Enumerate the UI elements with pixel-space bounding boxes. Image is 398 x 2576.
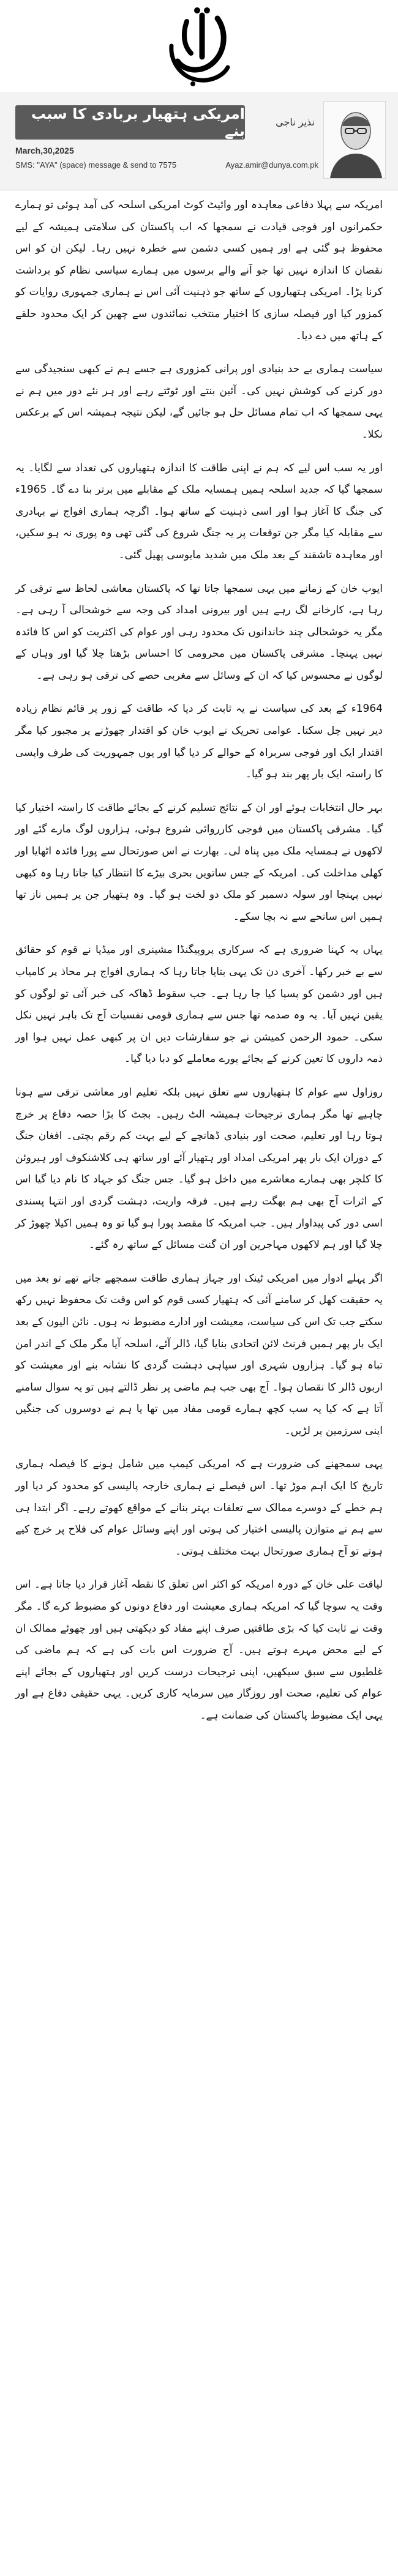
- article-paragraph: اور یہ سب اس لیے کہ ہم نے اپنی طاقت کا اندازہ ہتھیاروں کی تعداد سے لگایا۔ یہ سمجھا گیا کہ جدید اسلحہ ہمیں ہمسایہ ملک کے مقابلے میں برتر بنا دے گا۔ 1965ء کی جنگ کا آغاز ہوا اور اسی ذہنیت کے ساتھ ہوا۔ اگرچہ ہماری افواج نے بہادری سے مقابلہ کیا مگر جن توقعات پر یہ جنگ شروع کی گئی تھی وہ پوری نہ ہو سکیں، اور معاہدہ تاشقند کے بعد ملک میں شدید مایوسی پھیل گئی۔: [15, 461, 383, 561]
- article-paragraph: لیاقت علی خان کے دورہ امریکہ کو اکثر اس تعلق کا نقطہ آغاز قرار دیا جاتا ہے۔ اس وقت یہ سوچا گیا کہ امریکہ ہماری معیشت اور دفاع دونوں کو مضبوط کرے گا۔ مگر وقت نے ثابت کیا کہ بڑی طاقتیں صرف اپنے مفاد کو دیکھتی ہیں اور چھوٹے ممالک ان کے لیے محض مہرے ہوتے ہیں۔ آج ضرورت اس بات کی ہے کہ ہم ماضی کی غلطیوں سے سبق سیکھیں، اپنی ترجیحات درست کریں اور ہتھیاروں کے بجائے اپنے عوام کی تعلیم، صحت اور روزگار میں سرمایہ کاری کریں۔ یہی حقیقی دفاع ہے اور یہی ایک مضبوط پاکستان کی ضمانت ہے۔: [15, 1578, 383, 1722]
- sms-info: SMS: "AYA" (space) message & send to 7575: [15, 160, 177, 170]
- author-portrait-icon: [324, 102, 385, 178]
- article-paragraph: ایوب خان کے زمانے میں یہی سمجھا جاتا تھا کہ پاکستان معاشی لحاظ سے ترقی کر رہا ہے، کارخانے لگ رہے ہیں اور بیرونی امداد کی وجہ سے خوشحالی آ رہی ہے۔ مگر یہ خوشحالی چند خاندانوں تک محدود رہی اور عوام کی اکثریت کو اس کا فائدہ نہیں پہنچا۔ مشرقی پاکستان میں محرومی کا احساس بڑھتا چلا گیا اور وہاں کے لوگوں نے محسوس کیا کہ ان کے وسائل سے مغربی حصے کی ترقی ہو رہی ہے۔: [15, 582, 383, 682]
- author-name: نذیر ناجی: [276, 116, 315, 128]
- newspaper-logo: [153, 0, 245, 92]
- author-photo: [323, 101, 386, 179]
- article-paragraph: یہاں یہ کہنا ضروری ہے کہ سرکاری پروپیگنڈا مشینری اور میڈیا نے قوم کو حقائق سے بے خبر رکھا۔ آخری دن تک یہی بتایا جاتا رہا کہ ہماری افواج ہر محاذ پر کامیاب ہیں اور دشمن کو پسپا کیا جا رہا ہے۔ جب سقوط ڈھاکہ کی خبر آئی تو لوگوں کو یقین نہیں آیا۔ یہ وہ صدمہ تھا جس سے ہماری قومی نفسیات آج تک باہر نہیں نکل سکی۔ حمود الرحمن کمیشن نے جو سفارشات دیں ان پر کبھی عمل نہیں ہوا اور ذمہ داروں کا تعین کرنے کے بجائے پورے معاملے کو دبا دیا گیا۔: [15, 944, 383, 1066]
- masthead: [0, 0, 398, 92]
- column-title: امریکی ہتھیار بربادی کا سبب بنے: [31, 105, 245, 140]
- publish-date: March,30,2025: [15, 146, 74, 155]
- article-paragraph: بہر حال انتخابات ہوئے اور ان کے نتائج تسلیم کرنے کے بجائے طاقت کا راستہ اختیار کیا گیا۔ مشرقی پاکستان میں فوجی کارروائی شروع ہوئی، ہزاروں لوگ مارے گئے اور لاکھوں نے ہمسایہ ملک میں پناہ لی۔ بھارت نے اس صورتحال سے پورا فائدہ اٹھایا اور کھلی مداخلت کی۔ امریکہ کے جس ساتویں بحری بیڑے کا انتظار کیا جاتا رہا وہ کبھی نہیں پہنچا اور سولہ دسمبر کو ملک دو لخت ہو گیا۔ وہ ہتھیار جن پر ہمیں ناز تھا ہمیں اس سانحے سے نہ بچا سکے۔: [15, 801, 383, 923]
- article-paragraph: روزاول سے عوام کا ہتھیاروں سے تعلق نہیں بلکہ تعلیم اور معاشی ترقی سے ہونا چاہیے تھا مگر ہماری ترجیحات ہمیشہ الٹ رہیں۔ بجٹ کا بڑا حصہ دفاع پر خرچ ہوتا رہا اور تعلیم، صحت اور بنیادی ڈھانچے کے لیے بہت کم رقم بچتی۔ افغان جنگ کے دوران ایک بار پھر امریکی امداد اور ہتھیار آئے اور ساتھ ہی کلاشنکوف اور ہیروئن کا کلچر بھی ہمارے معاشرے میں داخل ہو گیا۔ جس جنگ کو جہاد کا نام دیا گیا اس کے اثرات آج بھی ہم بھگت رہے ہیں۔ فرقہ واریت، دہشت گردی اور انتہا پسندی اسی دور کی پیداوار ہیں۔ جب امریکہ کا مقصد پورا ہو گیا تو وہ ہمیں اکیلا چھوڑ کر چلا گیا اور ہم لاکھوں مہاجرین اور ان گنت مسائل کے ساتھ رہ گئے۔: [15, 1086, 383, 1252]
- article-paragraph: اگر پہلے ادوار میں امریکی ٹینک اور جہاز ہماری طاقت سمجھے جاتے تھے تو بعد میں یہ حقیقت کھل کر سامنے آئی کہ ہتھیار کسی قوم کو اس وقت تک محفوظ نہیں رکھ سکتے جب تک اس کی سیاست، معیشت اور ادارے مضبوط نہ ہوں۔ نائن الیون کے بعد ایک بار پھر ہمیں فرنٹ لائن اتحادی بنایا گیا، ڈالر آئے، اسلحہ آیا مگر ملک کے اندر امن تباہ ہو گیا۔ ہزاروں شہری اور سپاہی دہشت گردی کا نشانہ بنے اور معیشت کو اربوں ڈالر کا نقصان ہوا۔ آج بھی جب ہم ماضی پر نظر ڈالتے ہیں تو یہ سوال سامنے آتا ہے کہ کیا یہ سب کچھ ہمارے قومی مفاد میں تھا یا ہم نے دوسروں کی جنگیں اپنی سرزمین پر لڑیں۔: [15, 1272, 383, 1437]
- column-title-box: [15, 105, 245, 140]
- column-header: [0, 92, 398, 190]
- article-paragraph: امریکہ سے پہلا دفاعی معاہدہ اور وائیٹ کوٹ امریکی اسلحہ کی آمد ہوئی تو ہمارے حکمرانوں اور فوجی قیادت نے سمجھا کہ اب پاکستان کی سلامتی ہمیشہ کے لیے محفوظ ہو گئی ہے اور ہمیں کسی دشمن سے خطرہ نہیں رہا۔ لیکن ان کو اس نقصان کا اندازہ نہیں تھا جو آنے والے برسوں میں ہمارے سیاسی نظام کو برداشت کرنا پڑا۔ امریکی ہتھیاروں کے ساتھ جو ذہنیت آئی اس نے ہماری جمہوری روایات کو کمزور کیا اور فیصلہ سازی کا اختیار منتخب نمائندوں سے چھین کر ایک محدود حلقے کے ہاتھ میں دے دیا۔: [15, 199, 383, 342]
- author-email[interactable]: Ayaz.amir@dunya.com.pk: [225, 160, 318, 170]
- article-paragraph: یہی سمجھنے کی ضرورت ہے کہ امریکی کیمپ میں شامل ہونے کا فیصلہ ہماری تاریخ کا ایک اہم موڑ تھا۔ اس فیصلے نے ہماری خارجہ پالیسی کو محدود کر دیا اور ہم خطے کے دوسرے ممالک سے تعلقات بہتر بنانے کے مواقع کھوتے رہے۔ اگر ابتدا ہی سے ہم نے متوازن پالیسی اختیار کی ہوتی اور اپنے وسائل عوام کی فلاح پر خرچ کیے ہوتے تو آج ہماری صورتحال بہت مختلف ہوتی۔: [15, 1458, 383, 1558]
- article-body: [15, 195, 383, 1739]
- article-paragraph: 1964ء کے بعد کی سیاست نے یہ ثابت کر دیا کہ طاقت کے زور پر قائم نظام زیادہ دیر نہیں چل سکتا۔ عوامی تحریک نے ایوب خان کو اقتدار چھوڑنے پر مجبور کیا مگر اقتدار ایک اور فوجی سربراہ کے حوالے کر دیا گیا اور یوں جمہوریت کی طرف واپسی کا راستہ ایک بار پھر بند ہو گیا۔: [15, 703, 383, 781]
- dunya-logo-icon: [159, 3, 239, 89]
- article-paragraph: سیاست ہماری بے حد بنیادی اور پرانی کمزوری ہے جسے ہم نے کبھی سنجیدگی سے دور کرنے کی کوشش نہیں کی۔ آئین بنتے اور ٹوٹتے رہے اور ہر نئے دور میں ہم نے یہی سمجھا کہ اب تمام مسائل حل ہو جائیں گے، لیکن نتیجہ ہمیشہ اس کے برعکس نکلا۔: [15, 363, 383, 441]
